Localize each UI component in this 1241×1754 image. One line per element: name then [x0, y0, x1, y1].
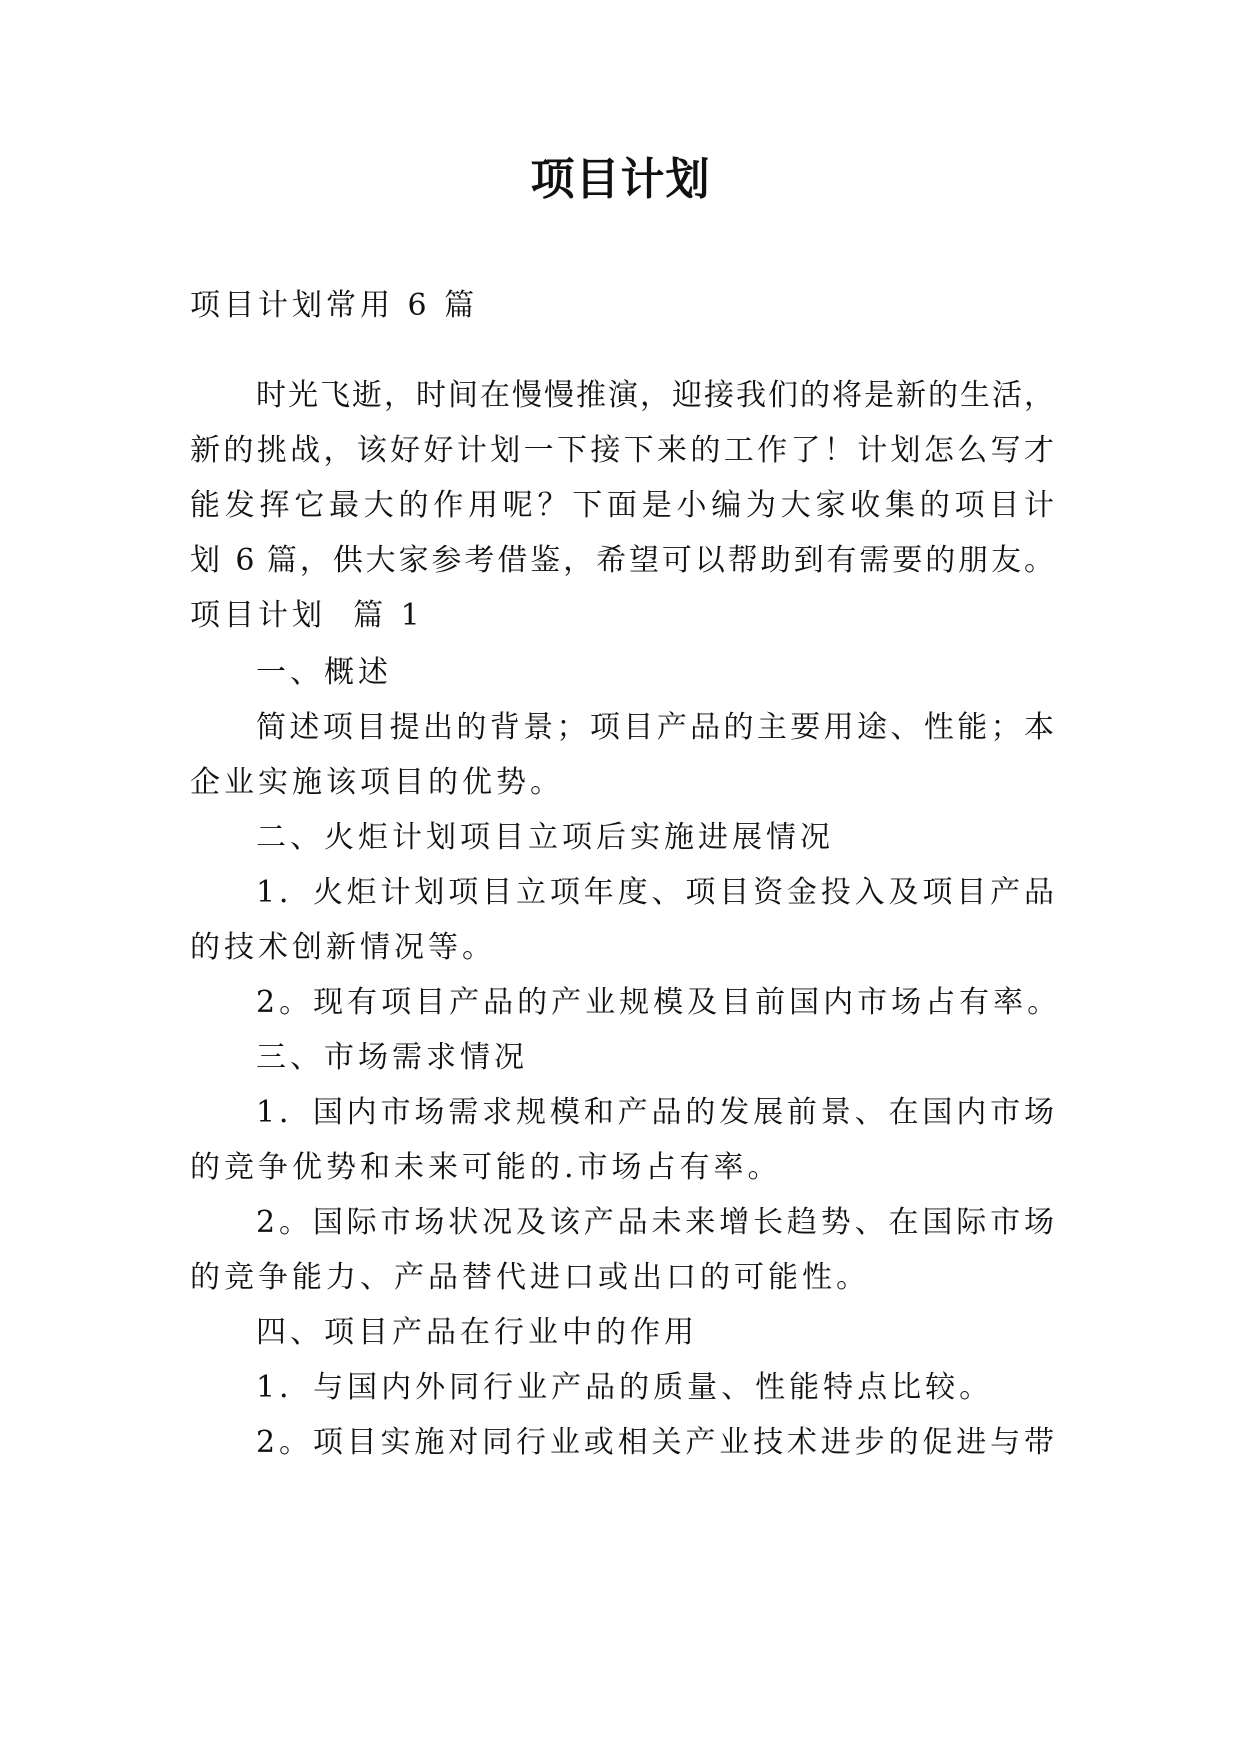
body-line: 1．与国内外同行业产品的质量、性能特点比较。 [256, 1370, 994, 1405]
body-line: 的竞争优势和未来可能的.市场占有率。 [190, 1150, 782, 1185]
intro-line: 划 6 篇，供大家参考借鉴，希望可以帮助到有需要的朋友。 [190, 543, 1054, 578]
body-line: 1．火炬计划项目立项年度、项目资金投入及项目产品 [256, 875, 1054, 910]
body-line: 2。现有项目产品的产业规模及目前国内市场占有率。 [256, 985, 1062, 1020]
document-subtitle: 项目计划常用 6 篇 [190, 288, 479, 323]
body-line: 简述项目提出的背景；项目产品的主要用途、性能；本 [256, 710, 1054, 745]
body-line: 的竞争能力、产品替代进口或出口的可能性。 [190, 1260, 870, 1295]
body-line: 1．国内市场需求规模和产品的发展前景、在国内市场 [256, 1095, 1054, 1130]
body-line: 的技术创新情况等。 [190, 930, 496, 965]
heading-line: 四、项目产品在行业中的作用 [256, 1315, 698, 1350]
intro-line: 能发挥它最大的作用呢？下面是小编为大家收集的项目计 [190, 488, 1054, 523]
page-title: 项目计划 [530, 154, 711, 205]
body-line: 2。国际市场状况及该产品未来增长趋势、在国际市场 [256, 1205, 1054, 1240]
heading-line: 二、火炬计划项目立项后实施进展情况 [256, 820, 834, 855]
heading-line: 一、概述 [256, 655, 392, 690]
intro-line: 新的挑战，该好好计划一下接下来的工作了！计划怎么写才 [190, 433, 1054, 468]
heading-line: 三、市场需求情况 [256, 1040, 528, 1075]
body-line: 企业实施该项目的优势。 [190, 765, 564, 800]
intro-line: 时光飞逝，时间在慢慢推演，迎接我们的将是新的生活， [256, 378, 1054, 413]
body-line: 2。项目实施对同行业或相关产业技术进步的促进与带 [256, 1425, 1054, 1460]
section-heading: 项目计划 篇 1 [190, 598, 424, 633]
